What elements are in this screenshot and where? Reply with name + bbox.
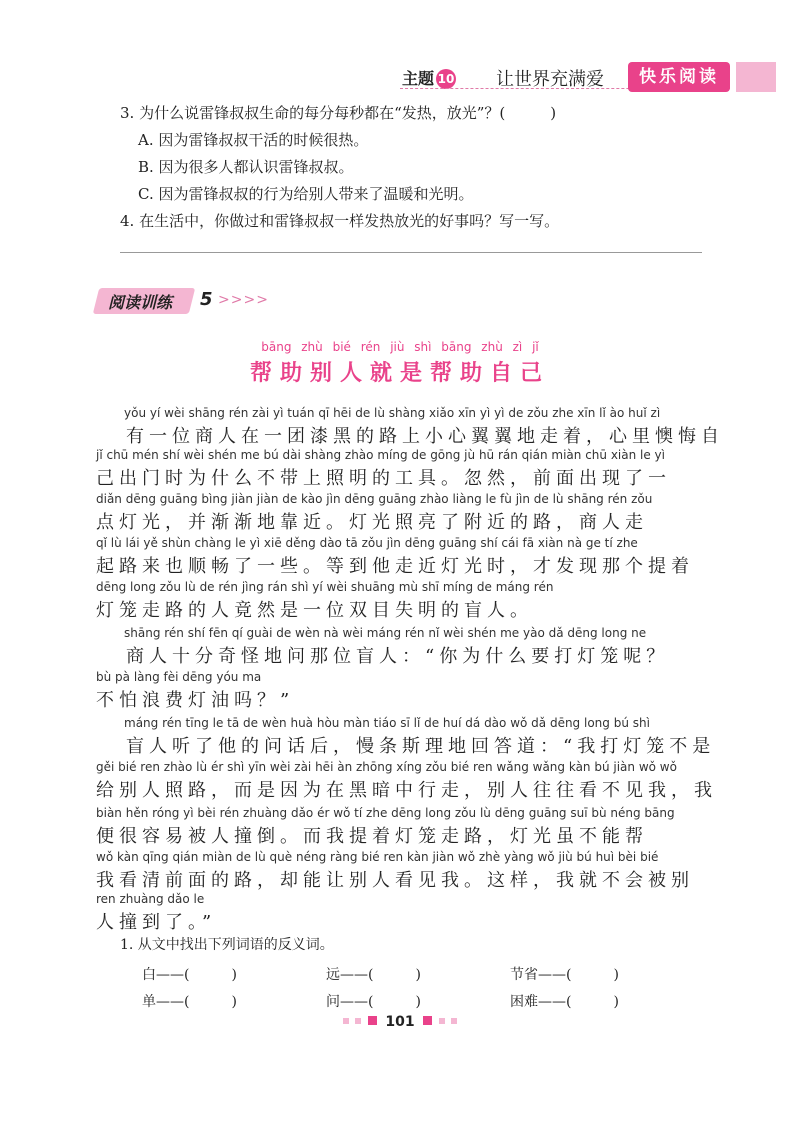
passage-pinyin-line: yǒu yí wèi shāng rén zài yì tuán qī hēi de lù shàng xiǎo xīn yì yì de zǒu zhe xīn lǐ ào huǐ zì <box>124 406 661 420</box>
dot-icon <box>439 1018 445 1024</box>
passage-text-line: 起路来也顺畅了一些。等到他走近灯光时，才发现那个提着 <box>96 556 694 577</box>
section-badge: 快乐阅读 <box>628 62 730 92</box>
passage-pinyin-line: diǎn dēng guāng bìng jiàn jiàn de kào jìn dēng guāng zhào liàng le fù jìn de lù shāng rén zǒu <box>96 492 653 506</box>
passage-pinyin-line: gěi bié ren zhào lù ér shì yīn wèi zài hēi àn zhōng xíng zǒu bié ren wǎng wǎng kàn bú jiàn wǒ wǒ <box>96 760 677 774</box>
page-footer <box>0 1014 800 1030</box>
antonym-blank: 困难——( ) <box>510 994 619 1010</box>
passage-pinyin-line: bù pà làng fèi dēng yóu ma <box>96 670 262 684</box>
antonym-blank: 单——( ) <box>142 994 237 1010</box>
arrows-icon: >>>> <box>218 292 269 308</box>
dot-icon <box>355 1018 361 1024</box>
antonym-blank: 节省——( ) <box>510 967 619 983</box>
passage-pinyin-line: dēng long zǒu lù de rén jìng rán shì yí wèi shuāng mù shī míng de máng rén <box>96 580 554 594</box>
theme-number: 10 <box>436 69 456 89</box>
square-icon <box>423 1016 432 1025</box>
passage-text-line: 商人十分奇怪地问那位盲人：“你为什么要打灯笼呢？ <box>126 646 670 667</box>
antonym-blank: 远——( ) <box>326 967 421 983</box>
passage-pinyin-line: shāng rén shí fēn qí guài de wèn nà wèi máng rén nǐ wèi shén me yào dǎ dēng long ne <box>124 626 647 640</box>
passage-pinyin-line: biàn hěn róng yì bèi rén zhuàng dǎo ér wǒ tí zhe dēng long zǒu lù dēng guāng suī bù néng bāng <box>96 806 675 820</box>
question-3-option-c: C. 因为雷锋叔叔的行为给别人带来了温暖和光明。 <box>138 185 474 203</box>
passage-text-line: 便很容易被人撞倒。而我提着灯笼走路，灯光虽不能帮 <box>96 826 648 847</box>
question-4: 4. 在生活中，你做过和雷锋叔叔一样发热放光的好事吗？写一写。 <box>120 212 560 230</box>
passage-text-line: 点灯光，并渐渐地靠近。灯光照亮了附近的路，商人走 <box>96 512 648 533</box>
dot-icon <box>343 1018 349 1024</box>
dot-icon <box>451 1018 457 1024</box>
answer-line <box>120 252 702 253</box>
passage-title: 帮助别人就是帮助自己 <box>249 361 550 386</box>
antonym-blank: 白——( ) <box>142 967 237 983</box>
page-header <box>0 62 800 92</box>
theme-title: 让世界充满爱 <box>496 69 604 90</box>
passage-pinyin-line: qǐ lù lái yě shùn chàng le yì xiē děng dào tā zǒu jìn dēng guāng shí cái fā xiàn nà ge tí zhe <box>96 536 638 550</box>
passage-pinyin-line: máng rén tīng le tā de wèn huà hòu màn tiáo sī lǐ de huí dá dào wǒ dǎ dēng long bú shì <box>124 716 650 730</box>
question-3-option-b: B. 因为很多人都认识雷锋叔叔。 <box>138 158 354 176</box>
passage-pinyin-line: jǐ chū mén shí wèi shén me bú dài shàng zhào míng de gōng jù hū rán qián miàn chū xiàn le yì <box>96 448 665 462</box>
antonym-blank: 问——( ) <box>326 994 421 1010</box>
passage-pinyin-line: wǒ kàn qīng qián miàn de lù què néng ràng bié ren kàn jiàn wǒ zhè yàng wǒ jiù bú huì bèi bié <box>96 850 659 864</box>
passage-title-pinyin: bāng zhù bié rén jiù shì bāng zhù zì jǐ <box>261 340 539 354</box>
exercise-question-1: 1. 从文中找出下列词语的反义词。 <box>120 937 334 953</box>
passage-text-line: 不怕浪费灯油吗？” <box>96 690 295 711</box>
passage-text-line: 人撞到了。” <box>96 912 217 933</box>
passage-text-line: 盲人听了他的问话后，慢条斯理地回答道：“我打灯笼不是 <box>126 736 716 757</box>
passage-text-line: 有一位商人在一团漆黑的路上小心翼翼地走着，心里懊悔自 <box>126 426 724 447</box>
section-tag-label: 阅读训练 <box>108 293 173 312</box>
badge-tab <box>736 62 776 92</box>
passage-text-line: 灯笼走路的人竟然是一位双目失明的盲人。 <box>96 600 533 621</box>
theme-label: 主题 10 <box>402 69 455 88</box>
square-icon <box>368 1016 377 1025</box>
section-tag-number: 5 <box>200 289 213 310</box>
passage-text-line: 己出门时为什么不带上照明的工具。忽然，前面出现了一 <box>96 468 671 489</box>
question-3: 3. 为什么说雷锋叔叔生命的每分每秒都在“发热，放光”？( ) <box>120 104 557 122</box>
question-3-option-a: A. 因为雷锋叔叔干活的时候很热。 <box>138 131 369 149</box>
passage-text-line: 给别人照路，而是因为在黑暗中行走，别人往往看不见我，我 <box>96 780 717 801</box>
passage-text-line: 我看清前面的路，却能让别人看见我。这样，我就不会被别 <box>96 870 694 891</box>
page-number: 101 <box>385 1014 415 1030</box>
passage-pinyin-line: ren zhuàng dǎo le <box>96 892 205 906</box>
